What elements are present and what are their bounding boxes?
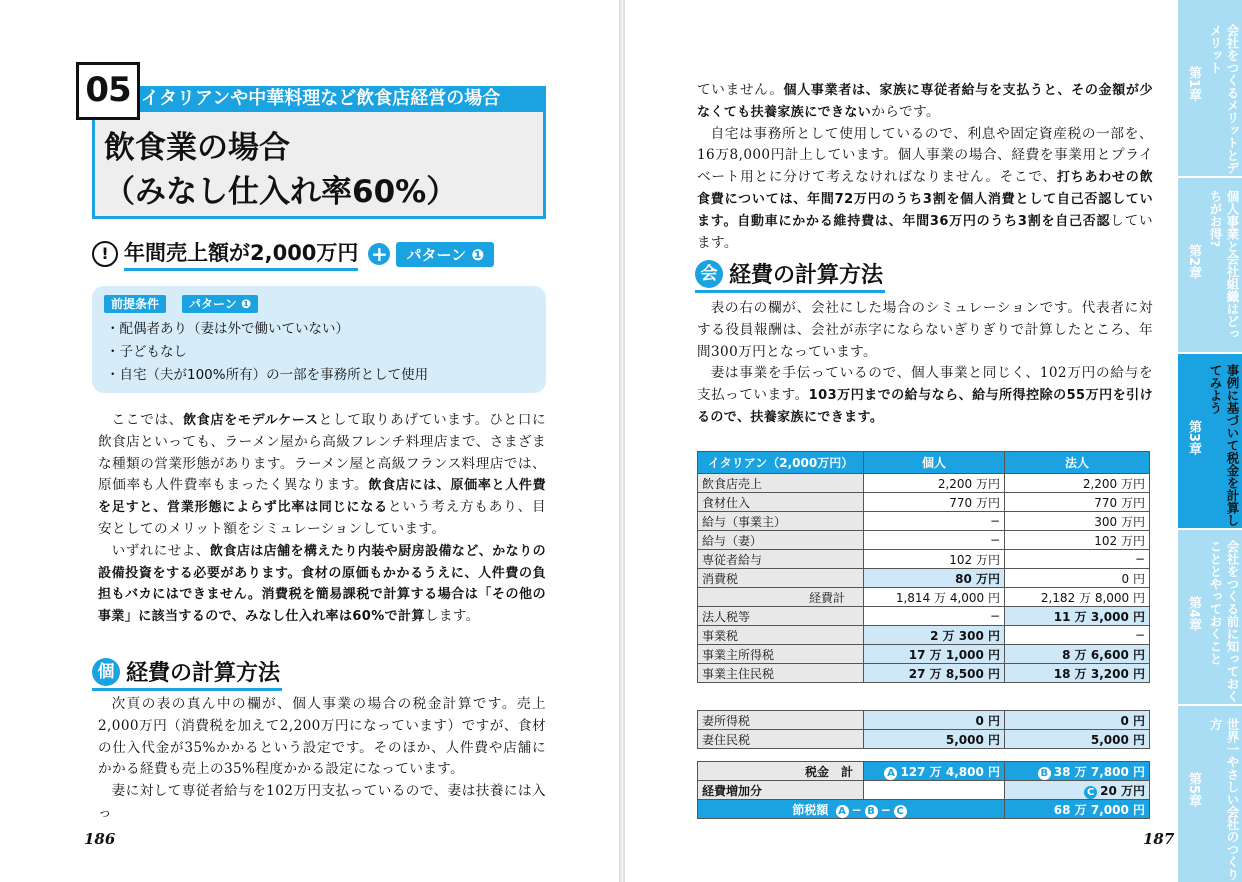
paragraph: ここでは、飲食店をモデルケースとして取りあげています。ひと口に飲食店といっても、ラーメン屋から高級フレンチ料理店まで、さまざまな種類の営業形態があります。ラーメン屋と高級フランス料理店では、原価率も人件費率もまったく異なります。飲食店には、原価率と人件費を足すと、営業形態によらず比率は同じになるという考え方もあり、目安としてのメリット額をシミュレーションしています。 [98,412,546,537]
chapter-tab-4[interactable] [1178,530,1242,706]
paragraph: 自宅は事務所として使用しているので、利息や固定資産税の一部を、16万8,000円計上しています。個人事業の場合、経費を事業用とプライベート用とに分けて考えなければなりません。そこで、打ちあわせの飲食費については、年間72万円のうち3割を個人消費として自己否認しています。自動車にかかる維持費は、年間36万円のうち3割を自己否認しています。 [697,125,1153,251]
mark-c-icon: C [1084,786,1097,799]
chapter-number: 第4章 [1186,596,1201,632]
table-header-row: イタリアン（2,000万円） 個人 法人 [698,452,1150,474]
table-row: 妻所得税 0 円 0 円 [698,711,1150,730]
headline-bar: イタリアンや中華料理など飲食店経営の場合 [135,86,546,112]
condition-item: ・配偶者あり（妻は外で働いていない） [106,321,349,337]
mark-c-icon: C [894,805,907,818]
exclamation-icon: ! [92,241,118,267]
chapter-title: 世界一やさしい会社のつくり方 [1208,718,1240,881]
mark-b-icon: B [1038,767,1051,780]
pattern-badge: パターン ❶ [396,242,494,267]
left-page [0,0,619,882]
page-number: 187 [1143,830,1175,848]
chapter-title: 個人事業と会社組織はどっちがお得? [1208,190,1240,340]
scenario-label: 年間売上額が2,000万円 [124,237,358,271]
chapter-title: 事例に基づいて税金を計算してみよう [1208,364,1240,527]
right-page [625,0,1178,882]
table-row: 税金 計 A 127 万 4,800 円 B 38 万 7,800 円 [698,762,1150,781]
chapter-title: 会社をつくるメリットとデメリット [1208,24,1240,174]
chapter-number: 第5章 [1186,772,1201,808]
condition-item: ・子どもなし [106,344,187,360]
scenario-heading [92,240,494,268]
table-row: 食材仕入 770 万円 770 万円 [698,493,1150,512]
table-row: 経費計 1,814 万 4,000 円 2,182 万 8,000 円 [698,588,1150,607]
mark-a-icon: A [884,767,897,780]
chapter-tab-3[interactable] [1178,354,1242,530]
page-title [104,126,457,214]
section-heading-company [695,258,883,289]
heading-underline [695,290,885,293]
chapter-number: 第2章 [1186,244,1201,280]
title-line-1: 飲食業の場合 [104,130,290,166]
table-row: 妻住民税 5,000 円 5,000 円 [698,730,1150,749]
table-row: 法人税等 − 11 万 3,000 円 [698,607,1150,626]
saving-label: 節税額 [792,802,829,817]
table-row: 消費税 80 万円 0 円 [698,569,1150,588]
personal-icon: 個 [92,658,120,686]
table-row: 給与（妻） − 102 万円 [698,531,1150,550]
chapter-tabs [1178,0,1242,882]
chapter-tab-2[interactable] [1178,178,1242,354]
body-text-company [697,298,1153,429]
table-row: 節税額 A − B − C 68 万 7,000 円 [698,800,1150,819]
conditions-tag: 前提条件 [104,295,166,313]
table-row: 経費増加分 C 20 万円 [698,781,1150,800]
paragraph: ていません。個人事業者は、家族に専従者給与を支払うと、その金額が少なくても扶養家族にできないからです。 [697,82,1153,120]
chapter-tab-5[interactable] [1178,706,1242,882]
chapter-tab-1[interactable] [1178,0,1242,178]
plus-icon: + [368,243,390,265]
section-number-badge: 05 [76,62,140,120]
paragraph: 次頁の表の真ん中の欄が、個人事業の場合の税金計算です。売上2,000万円（消費税を加えて2,200万円になっています）ですが、食材の仕入代金が35%かかるという設定です。そのほか、人件費や店舗にかかる経費も売上の35%程度かかる設定になっています。 [98,696,546,778]
paragraph: 表の右の欄が、会社にした場合のシミュレーションです。代表者に対する役員報酬は、会社が赤字にならないぎりぎりで計算したところ、年間300万円となっています。 [697,300,1153,360]
section-heading-personal [92,656,280,687]
conditions-box [92,286,546,393]
section-heading-label: 経費の計算方法 [729,263,884,288]
paragraph: 妻は事業を手伝っているので、個人事業と同じく、102万円の給与を支払っています。103万円までの給与なら、給与所得控除の55万円を引けるので、扶養家族にできます。 [697,365,1153,425]
condition-item: ・自宅（夫が100%所有）の一部を事務所として使用 [106,367,429,383]
title-line-2: （みなし仕入れ率60%） [104,174,458,210]
page-number: 186 [84,830,116,848]
table-row: 事業税 2 万 300 円 − [698,626,1150,645]
paragraph: 妻に対して専従者給与を102万円支払っているので、妻は扶養には入っ [98,783,546,821]
saving-value: 68 万 7,000 円 [1005,800,1150,819]
conditions-pattern-tag: パターン ❶ [182,295,258,313]
spouse-tax-table [697,710,1150,749]
chapter-title: 会社をつくる前に知っておくこととやっておくこと [1208,540,1240,703]
body-text-personal [98,694,546,825]
chapter-number: 第3章 [1186,420,1201,456]
heading-underline [92,688,282,691]
mark-b-icon: B [865,805,878,818]
mark-a-icon: A [836,805,849,818]
table-row: 専従者給与 102 万円 − [698,550,1150,569]
body-text-intro [98,410,546,628]
body-text-continued [697,80,1153,254]
section-heading-label: 経費の計算方法 [126,661,281,686]
table-row: 事業主所得税 17 万 1,000 円 8 万 6,600 円 [698,645,1150,664]
tax-comparison-table [697,451,1150,683]
company-icon: 会 [695,260,723,288]
table-row: 給与（事業主） − 300 万円 [698,512,1150,531]
table-row: 飲食店売上 2,200 万円 2,200 万円 [698,474,1150,493]
total-tax-table [697,761,1150,819]
table-row: 事業主住民税 27 万 8,500 円 18 万 3,200 円 [698,664,1150,683]
chapter-number: 第1章 [1186,66,1201,102]
paragraph: いずれにせよ、飲食店は店舗を構えたり内装や厨房設備など、かなりの設備投資をする必要があります。食材の原価もかかるうえに、人件費の負担もバカにはできません。消費税を簡易課税で計算する場合は「その他の事業」に該当するので、みなし仕入れ率は60%で計算します。 [98,542,546,625]
